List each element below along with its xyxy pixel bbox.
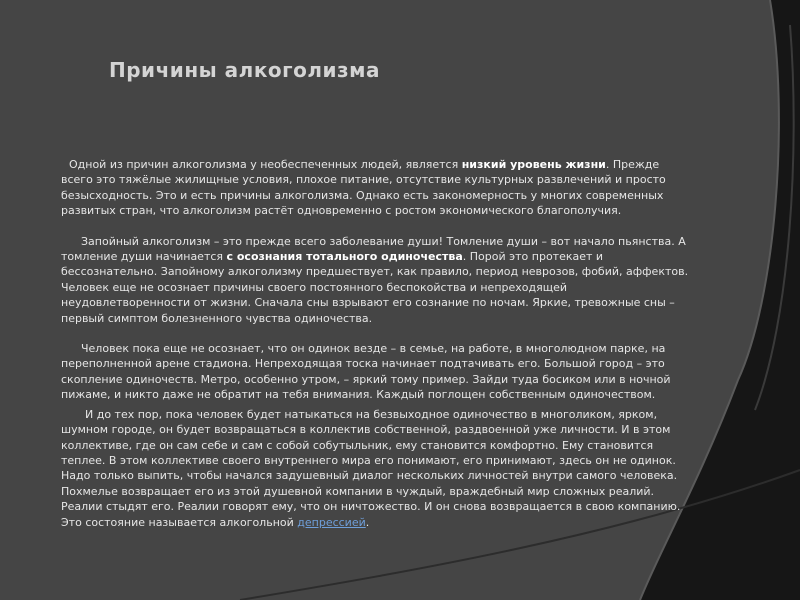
depression-link[interactable]: депрессией [297,515,366,529]
emphasis-text: низкий уровень жизни [461,158,606,171]
slide-title: Причины алкоголизма [109,58,380,82]
slide-body [61,157,691,530]
paragraph-text: . Порой это протекает и бессознательно. Запойному алкоголизму предшествует, как правило, период неврозов, фобий, аффектов. Человек еще не осознает причины своего постоянного беспокойства и непреходящей неудовлетворенности от жизни. Сначала сны взрывают его сознание по ночам. Яркие, тревожные сны – первый симптом болезненного чувства одиночества. [61,250,689,325]
emphasis-text: с осознания тотального одиночества [226,250,463,264]
paragraph-low-living-standard [61,157,691,219]
paragraph-text: Человек пока еще не осознает, что он одинок везде – в семье, на работе, в многолюдном парке, на переполненной арене стадиона. Непреходящая тоска начинает подтачивать его. Большой город – это скопление одиночеств. Метро, особенно утром, – яркий тому пример. Зайди туда босиком или в ночной пижаме, и никто даже не обратит на тебя внимания. Каждый поглощен собственным одиночеством. [61,342,671,402]
paragraph-binge-alcoholism [61,234,691,326]
paragraph-text: И до тех пор, пока человек будет натыкаться на безвыходное одиночество в многоликом, ярком, шумном городе, он будет возвращаться в коллектив собственной, раздвоенной уже личности. И в этом коллективе, где он сам себе и сам с собой собутыльник, ему становится комфортно. Ему становится теплее. В этом коллективе своего внутреннего мира его понимают, его принимают, здесь он не одинок. Надо только выпить, чтобы начался задушевный диалог нескольких личностей внутри самого человека. Похмелье возвращает его из этой душевной компании в чуждый, враждебный мир сложных реалий. Реалии стыдят его. Реалии говорят ему, что он ничтожество. И он снова возвращается в свою компанию. Это состояние называется алкогольной [61,407,681,529]
paragraph-text: Одной из причин алкоголизма у необеспеченных людей, является [69,158,462,171]
paragraph-loneliness [61,341,691,403]
paragraph-text: . Прежде всего это тяжёлые жилищные условия, плохое питание, отсутствие культурных развлечений и просто безысходность. Это и есть причины алкоголизма. Однако есть закономерность у многих современных развитых стран, что алкоголизм растёт одновременно с ростом экономического благополучия. [61,158,666,218]
paragraph-depression [61,407,691,530]
paragraph-text: . [365,515,370,529]
paragraph-text: Запойный алкоголизм – это прежде всего заболевание души! Томление души – вот начало пьянства. А томление души начинается [61,234,686,264]
